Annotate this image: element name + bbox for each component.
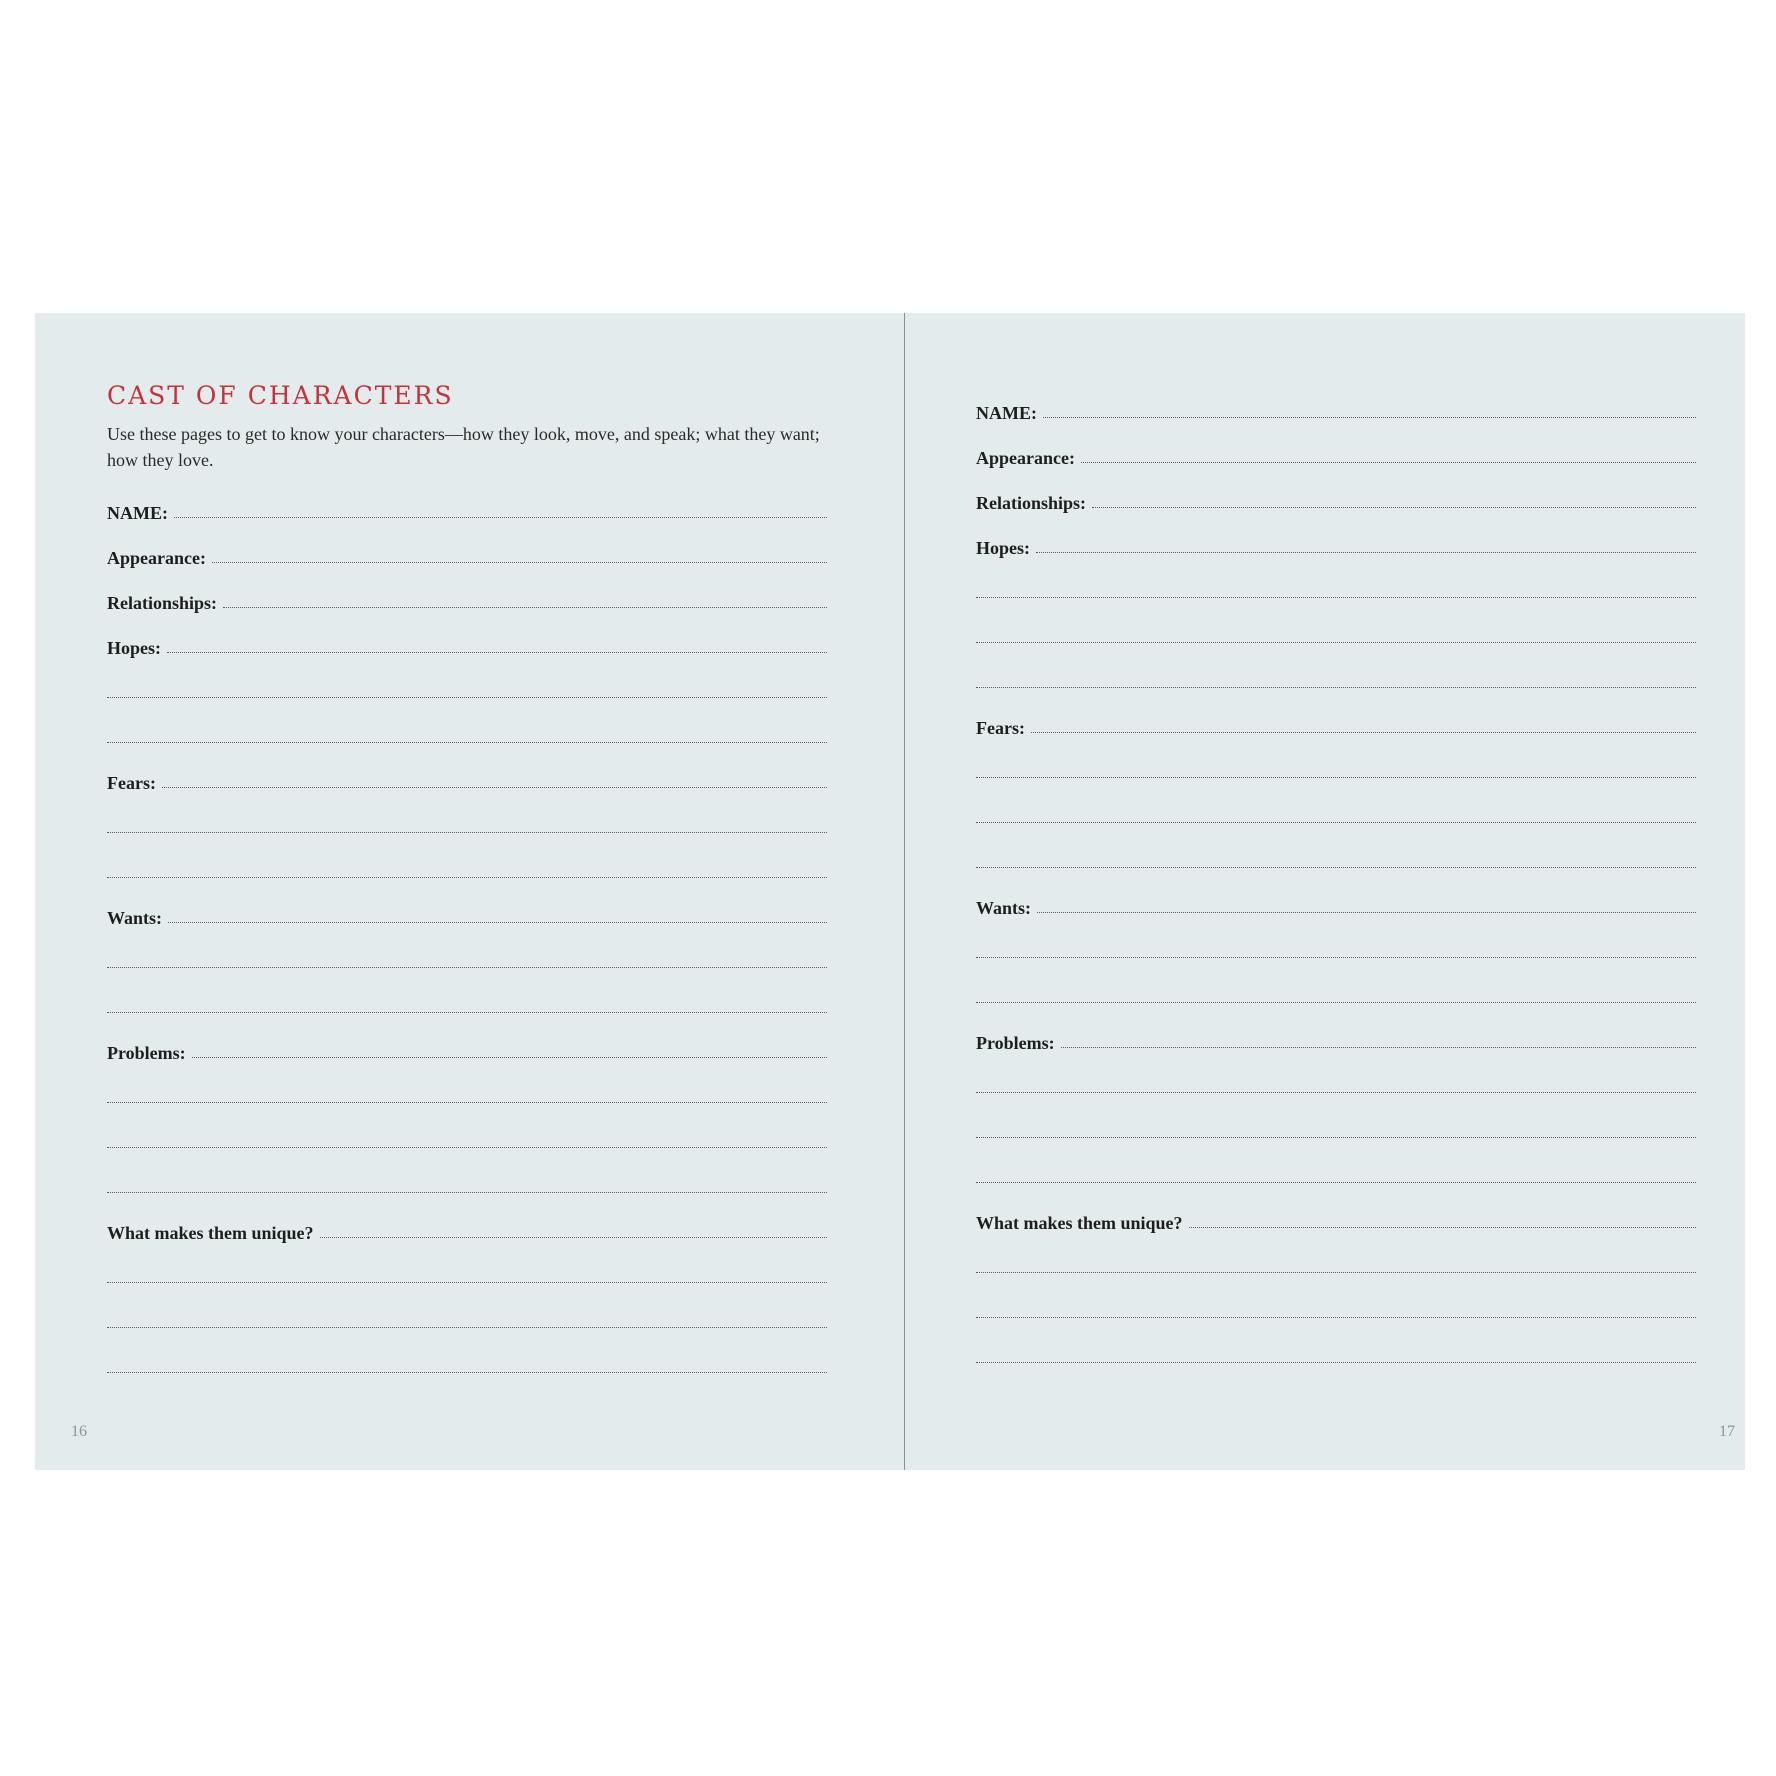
problems-label: Problems: — [107, 1043, 186, 1063]
wants-label: Wants: — [976, 898, 1032, 918]
write-line[interactable] — [174, 517, 827, 518]
blank-line[interactable] — [976, 1291, 1696, 1321]
write-line[interactable] — [976, 1137, 1696, 1138]
appearance-field[interactable] — [107, 536, 827, 566]
fears-field[interactable] — [107, 761, 827, 791]
blank-line[interactable] — [976, 1156, 1696, 1186]
blank-line[interactable] — [107, 1076, 827, 1106]
right-page — [905, 313, 1745, 1470]
wants-label: Wants: — [107, 908, 163, 928]
write-line[interactable] — [223, 607, 827, 608]
appearance-label: Appearance: — [976, 448, 1075, 468]
page-number: 16 — [71, 1423, 87, 1440]
blank-line[interactable] — [107, 716, 827, 746]
page-title: CAST OF CHARACTERS — [107, 381, 454, 410]
blank-line[interactable] — [107, 806, 827, 836]
write-line[interactable] — [976, 1002, 1696, 1003]
write-line[interactable] — [976, 687, 1696, 688]
write-line[interactable] — [976, 642, 1696, 643]
write-line[interactable] — [1037, 912, 1696, 913]
name-field[interactable] — [976, 391, 1696, 421]
blank-line[interactable] — [976, 841, 1696, 871]
problems-label: Problems: — [976, 1033, 1055, 1053]
write-line[interactable] — [1031, 732, 1696, 733]
write-line[interactable] — [976, 822, 1696, 823]
blank-line[interactable] — [107, 941, 827, 971]
write-line[interactable] — [976, 597, 1696, 598]
unique-field[interactable] — [107, 1211, 827, 1241]
write-line[interactable] — [168, 922, 827, 923]
blank-line[interactable] — [976, 1111, 1696, 1141]
blank-line[interactable] — [107, 1121, 827, 1151]
relationships-field[interactable] — [976, 481, 1696, 511]
write-line[interactable] — [1081, 462, 1696, 463]
blank-line[interactable] — [976, 796, 1696, 826]
hopes-field[interactable] — [107, 626, 827, 656]
hopes-label: Hopes: — [107, 638, 161, 658]
write-line[interactable] — [976, 1182, 1696, 1183]
blank-line[interactable] — [976, 751, 1696, 781]
write-line[interactable] — [976, 1362, 1696, 1363]
write-line[interactable] — [976, 1092, 1696, 1093]
write-line[interactable] — [1189, 1227, 1696, 1228]
blank-line[interactable] — [976, 931, 1696, 961]
blank-line[interactable] — [976, 1246, 1696, 1276]
appearance-label: Appearance: — [107, 548, 206, 568]
write-line[interactable] — [107, 742, 827, 743]
blank-line[interactable] — [976, 616, 1696, 646]
name-field[interactable] — [107, 491, 827, 521]
blank-line[interactable] — [976, 571, 1696, 601]
intro-text: Use these pages to get to know your characters—how they look, move, and speak; what they want; how they love. — [107, 424, 820, 470]
hopes-label: Hopes: — [976, 538, 1030, 558]
write-line[interactable] — [107, 832, 827, 833]
write-line[interactable] — [976, 1272, 1696, 1273]
blank-line[interactable] — [976, 1066, 1696, 1096]
blank-line[interactable] — [976, 1336, 1696, 1366]
appearance-field[interactable] — [976, 436, 1696, 466]
hopes-field[interactable] — [976, 526, 1696, 556]
fears-label: Fears: — [107, 773, 156, 793]
wants-field[interactable] — [107, 896, 827, 926]
name-label: NAME: — [107, 503, 168, 523]
write-line[interactable] — [192, 1057, 827, 1058]
write-line[interactable] — [976, 777, 1696, 778]
blank-line[interactable] — [107, 986, 827, 1016]
write-line[interactable] — [212, 562, 827, 563]
write-line[interactable] — [320, 1237, 827, 1238]
write-line[interactable] — [1092, 507, 1696, 508]
write-line[interactable] — [167, 652, 827, 653]
name-label: NAME: — [976, 403, 1037, 423]
write-line[interactable] — [107, 1327, 827, 1328]
unique-label: What makes them unique? — [107, 1223, 314, 1243]
write-line[interactable] — [976, 1317, 1696, 1318]
unique-field[interactable] — [976, 1201, 1696, 1231]
write-line[interactable] — [1061, 1047, 1696, 1048]
write-line[interactable] — [107, 967, 827, 968]
write-line[interactable] — [107, 1102, 827, 1103]
wants-field[interactable] — [976, 886, 1696, 916]
fears-label: Fears: — [976, 718, 1025, 738]
write-line[interactable] — [1043, 417, 1696, 418]
write-line[interactable] — [107, 1282, 827, 1283]
write-line[interactable] — [107, 1192, 827, 1193]
relationships-label: Relationships: — [107, 593, 218, 613]
blank-line[interactable] — [107, 1166, 827, 1196]
page-number: 17 — [1719, 1423, 1735, 1440]
blank-line[interactable] — [107, 851, 827, 881]
blank-line[interactable] — [107, 1346, 827, 1376]
write-line[interactable] — [107, 1372, 827, 1373]
write-line[interactable] — [162, 787, 827, 788]
write-line[interactable] — [107, 877, 827, 878]
blank-line[interactable] — [976, 976, 1696, 1006]
relationships-label: Relationships: — [976, 493, 1087, 513]
book-spread — [35, 313, 1745, 1470]
blank-line[interactable] — [107, 1301, 827, 1331]
problems-field[interactable] — [976, 1021, 1696, 1051]
write-line[interactable] — [976, 867, 1696, 868]
blank-line[interactable] — [107, 1256, 827, 1286]
write-line[interactable] — [1036, 552, 1696, 553]
write-line[interactable] — [107, 697, 827, 698]
blank-line[interactable] — [976, 661, 1696, 691]
write-line[interactable] — [107, 1012, 827, 1013]
write-line[interactable] — [107, 1147, 827, 1148]
write-line[interactable] — [976, 957, 1696, 958]
blank-line[interactable] — [107, 671, 827, 701]
unique-label: What makes them unique? — [976, 1213, 1183, 1233]
problems-field[interactable] — [107, 1031, 827, 1061]
fears-field[interactable] — [976, 706, 1696, 736]
left-page — [35, 313, 904, 1470]
relationships-field[interactable] — [107, 581, 827, 611]
